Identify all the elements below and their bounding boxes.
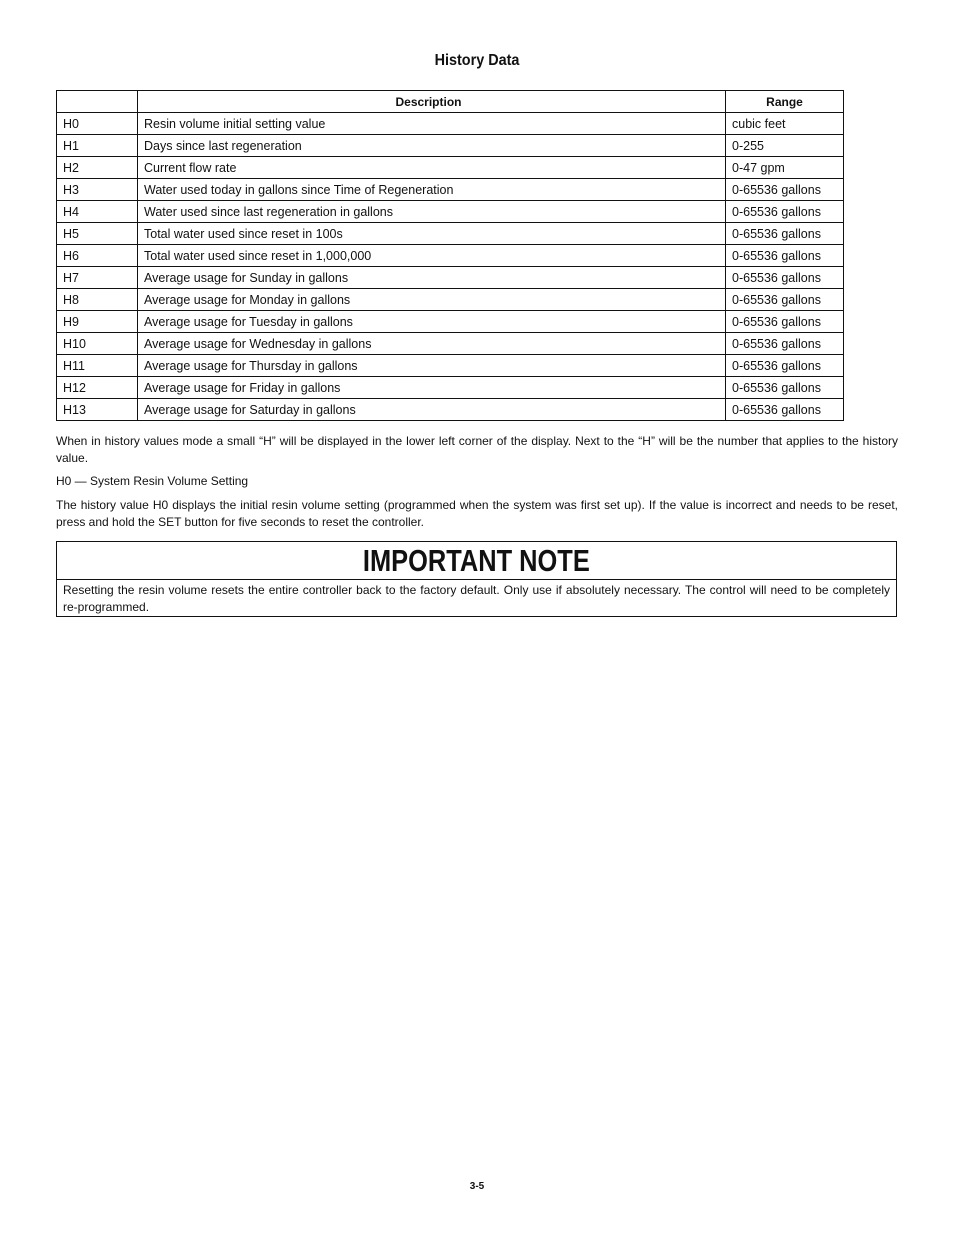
column-header-description: Description xyxy=(138,91,726,113)
cell-range: 0-65536 gallons xyxy=(726,201,844,223)
cell-code: H3 xyxy=(57,179,138,201)
cell-description: Days since last regeneration xyxy=(138,135,726,157)
cell-code: H6 xyxy=(57,245,138,267)
important-note-body: Resetting the resin volume resets the entire controller back to the factory default. Only use if absolutely necessary. The control will need to be completely re-programmed. xyxy=(63,583,890,614)
table-row xyxy=(57,267,844,289)
cell-description: Average usage for Saturday in gallons xyxy=(138,399,726,421)
cell-range: 0-65536 gallons xyxy=(726,245,844,267)
cell-range: 0-65536 gallons xyxy=(726,267,844,289)
cell-description: Water used since last regeneration in gallons xyxy=(138,201,726,223)
cell-description: Average usage for Friday in gallons xyxy=(138,377,726,399)
column-header-code xyxy=(57,91,138,113)
cell-code: H8 xyxy=(57,289,138,311)
page-number: 3-5 xyxy=(469,1181,485,1192)
cell-range: 0-65536 gallons xyxy=(726,289,844,311)
table-row xyxy=(57,157,844,179)
history-data-table xyxy=(56,90,844,421)
table-row xyxy=(57,289,844,311)
page-title: History Data xyxy=(434,52,520,69)
h0-description-paragraph: The history value H0 displays the initial resin volume setting (programmed when the system was first set up). If the value is incorrect and needs to be reset, press and hold the SET button for five seconds to reset the controller. xyxy=(56,498,898,529)
cell-code: H0 xyxy=(57,113,138,135)
table-row xyxy=(57,311,844,333)
table-row xyxy=(57,201,844,223)
cell-range: 0-47 gpm xyxy=(726,157,844,179)
cell-code: H2 xyxy=(57,157,138,179)
cell-description: Average usage for Wednesday in gallons xyxy=(138,333,726,355)
cell-description: Resin volume initial setting value xyxy=(138,113,726,135)
cell-code: H5 xyxy=(57,223,138,245)
cell-range: 0-65536 gallons xyxy=(726,377,844,399)
table-row xyxy=(57,355,844,377)
history-mode-paragraph: When in history values mode a small “H” will be displayed in the lower left corner of the display. Next to the “H” will be the number that applies to the history value. xyxy=(56,434,898,465)
cell-code: H11 xyxy=(57,355,138,377)
cell-range: cubic feet xyxy=(726,113,844,135)
table-header-row xyxy=(57,91,844,113)
table-row xyxy=(57,179,844,201)
cell-code: H10 xyxy=(57,333,138,355)
important-note-heading-text: IMPORTANT NOTE xyxy=(363,543,590,578)
cell-range: 0-65536 gallons xyxy=(726,311,844,333)
cell-code: H4 xyxy=(57,201,138,223)
cell-range: 0-65536 gallons xyxy=(726,333,844,355)
cell-range: 0-65536 gallons xyxy=(726,179,844,201)
cell-range: 0-255 xyxy=(726,135,844,157)
cell-code: H12 xyxy=(57,377,138,399)
h0-heading: H0 — System Resin Volume Setting xyxy=(56,474,249,488)
cell-description: Water used today in gallons since Time of Regeneration xyxy=(138,179,726,201)
cell-description: Average usage for Thursday in gallons xyxy=(138,355,726,377)
table-row xyxy=(57,377,844,399)
table-row xyxy=(57,245,844,267)
table-row xyxy=(57,333,844,355)
table-row xyxy=(57,135,844,157)
column-header-range: Range xyxy=(726,91,844,113)
important-note-box xyxy=(56,541,897,617)
table-row xyxy=(57,399,844,421)
cell-range: 0-65536 gallons xyxy=(726,223,844,245)
cell-code: H9 xyxy=(57,311,138,333)
cell-description: Average usage for Sunday in gallons xyxy=(138,267,726,289)
cell-description: Average usage for Tuesday in gallons xyxy=(138,311,726,333)
cell-range: 0-65536 gallons xyxy=(726,399,844,421)
cell-description: Total water used since reset in 1,000,000 xyxy=(138,245,726,267)
table-row xyxy=(57,223,844,245)
cell-range: 0-65536 gallons xyxy=(726,355,844,377)
cell-code: H1 xyxy=(57,135,138,157)
cell-description: Average usage for Monday in gallons xyxy=(138,289,726,311)
cell-code: H13 xyxy=(57,399,138,421)
cell-code: H7 xyxy=(57,267,138,289)
cell-description: Total water used since reset in 100s xyxy=(138,223,726,245)
important-note-heading xyxy=(57,542,896,580)
cell-description: Current flow rate xyxy=(138,157,726,179)
table-row xyxy=(57,113,844,135)
